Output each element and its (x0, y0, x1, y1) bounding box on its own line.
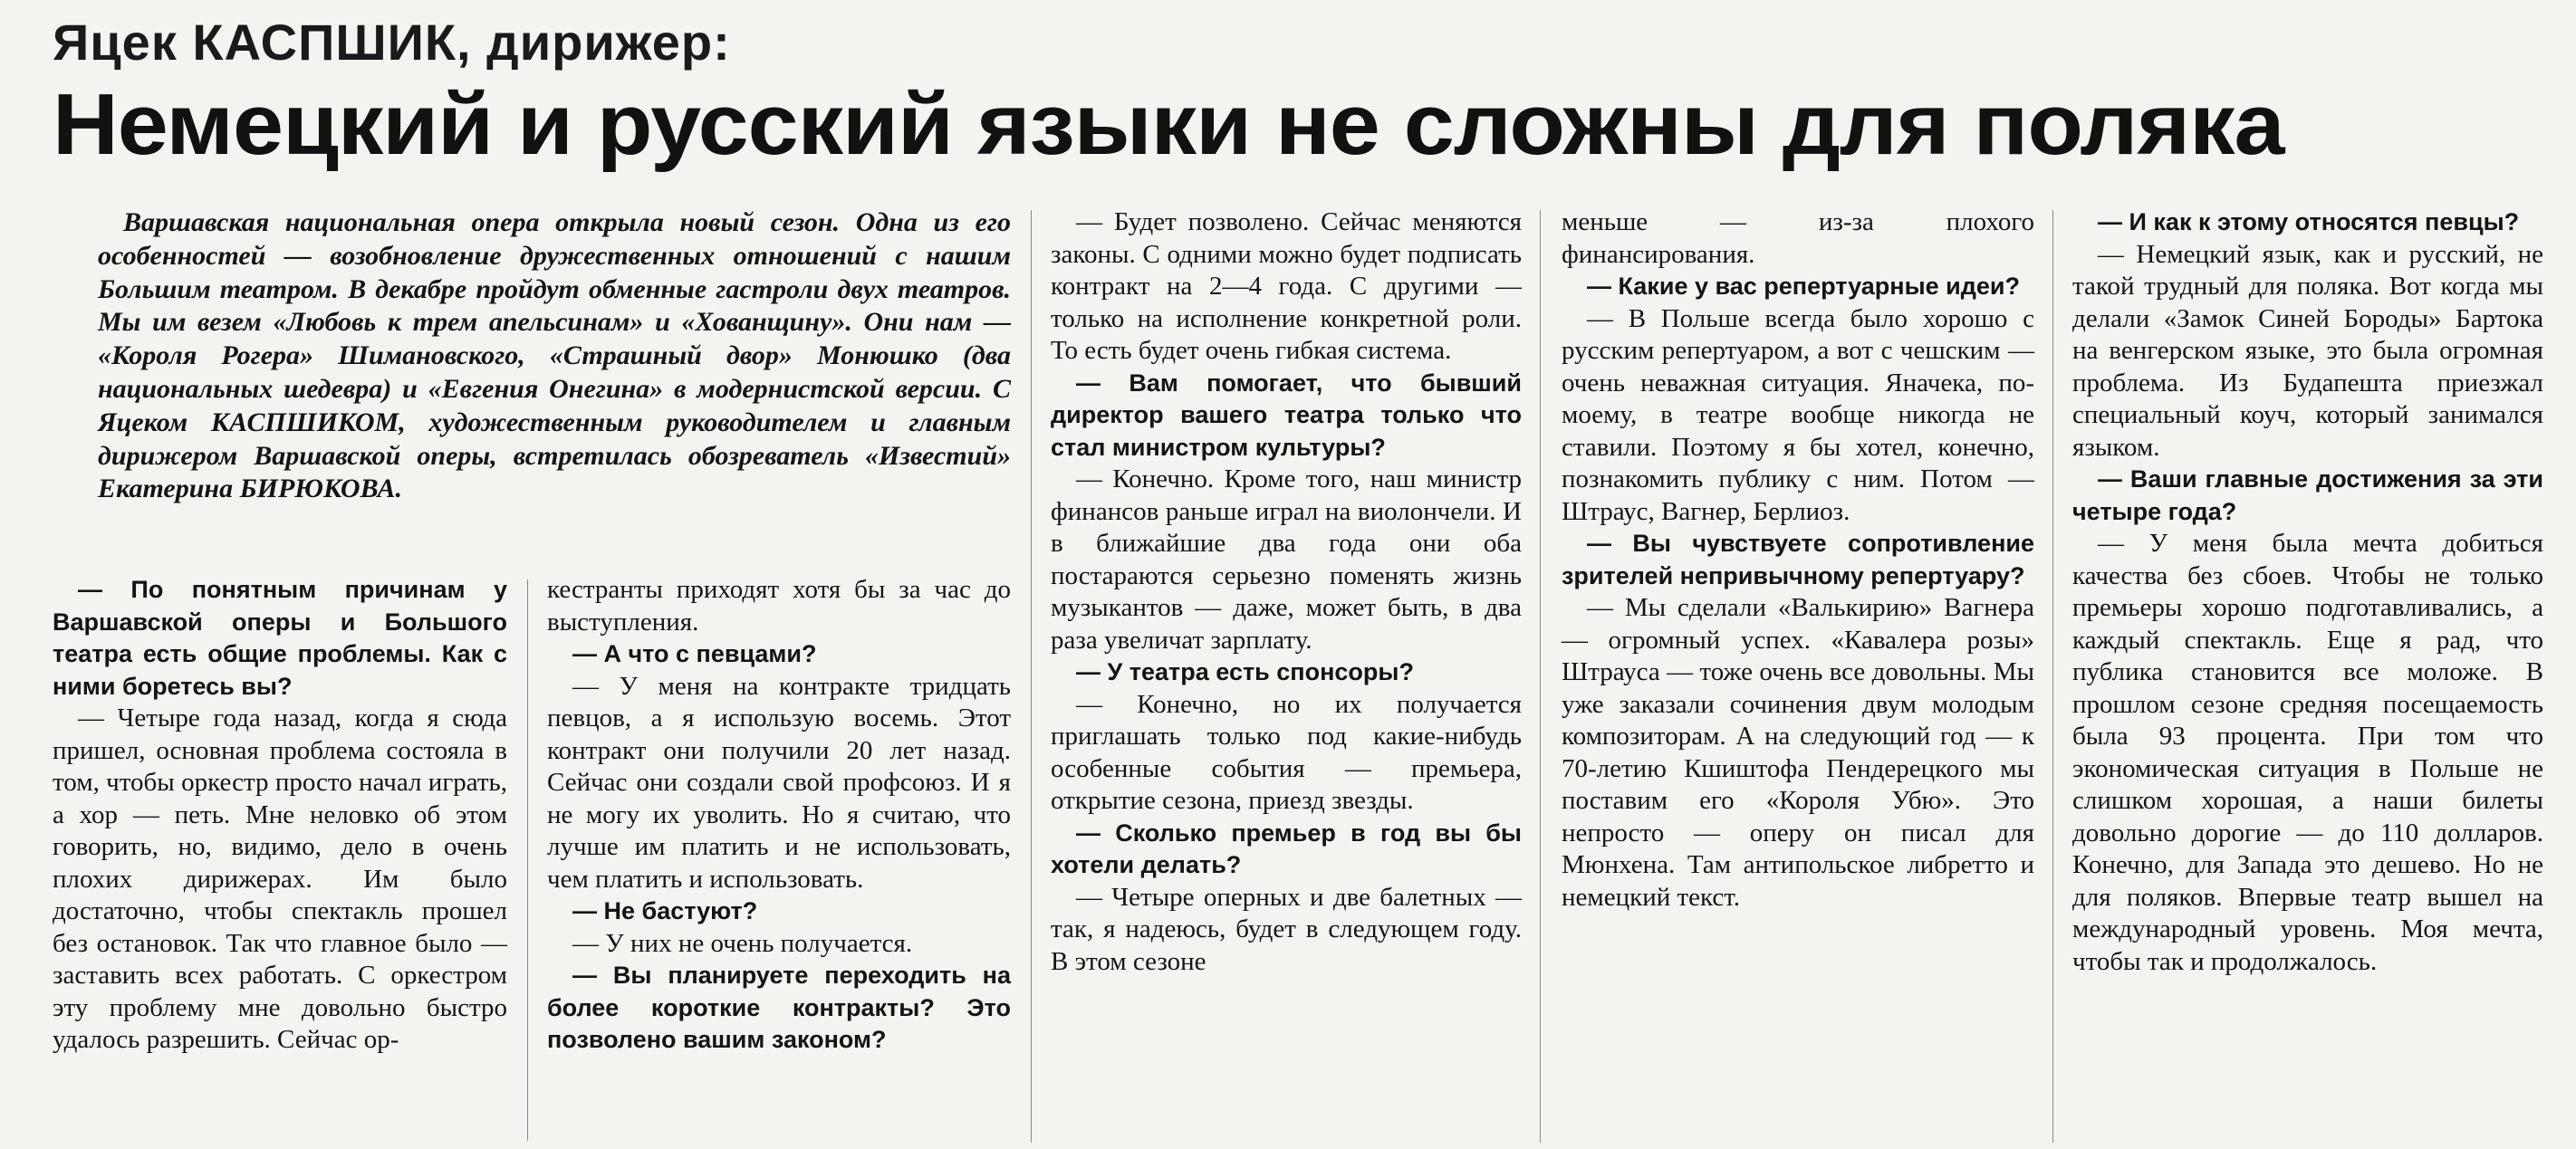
question: — А что с певцами? (572, 640, 817, 667)
question: — Не бастуют? (572, 897, 758, 924)
question: — Какие у вас репертуарные идеи? (1587, 273, 2021, 300)
answer: — Четыре года назад, когда я сюда пришел, основная проблема состояла в том, чтобы оркестр просто начал играть, а хор — петь. Мне неловко об этом говорить, но, видимо, дело в очень плохих дирижерах. Им было достаточно, чтобы спектакль прошел без остановок. Так что главное было — заставить всех работать. С оркестром эту проблему мне довольно быстро удалось разрешить. Сейчас ор- (53, 704, 507, 1054)
question: — И как к этому относятся певцы? (2098, 208, 2520, 235)
article-kicker: Яцек КАСПШИК, дирижер: (53, 14, 731, 71)
question: — Ваши главные достижения за эти четыре года? (2072, 465, 2543, 525)
column-divider (2052, 210, 2053, 1143)
answer: — Конечно. Кроме того, наш министр финансов раньше играл на виолончели. И в ближайшие два года они оба постараются серьезно поменять жизнь музыкантов — даже, может быть, в два раза увеличат зарплату. (1051, 464, 1522, 655)
answer: — В Польше всегда было хорошо с русским репертуаром, а вот с чешским — очень неважная ситуация. Яначека, по-моему, в театре вообще никогда не ставили. Поэтому я бы хотел, конечно, познакомить публику с ним. Потом — Штраус, Вагнер, Берлиоз. (1562, 303, 2034, 526)
answer: меньше — из-за плохого финансирования. (1562, 207, 2034, 269)
column-3 (1051, 206, 1522, 978)
article-lead: Варшавская национальная опера открыла новый сезон. Одна из его особенностей — возобновление дружественных отношений с нашим Большим театром. В декабре пройдут обменные гастроли двух театров. Мы им везем «Любовь к трем апельсинам» и «Хованщину». Они нам — «Короля Рогера» Шимановского, «Страшный двор» Монюшко (два национальных шедевра) и «Евгения Онегина» в модернистской версии. С Яцеком КАСПШИКОМ, художественным руководителем и главным дирижером Варшавской оперы, встретилась обозреватель «Известий» Екатерина БИРЮКОВА. (98, 207, 1011, 504)
column-divider (1031, 210, 1032, 1143)
column-1 (53, 574, 507, 1057)
column-2 (547, 574, 1011, 1057)
answer: кестранты приходят хотя бы за час до выступления. (547, 575, 1011, 637)
answer: — Будет позволено. Сейчас меняются законы. С одними можно будет подписать контракт на 2—4 года. С другими — только на исполнение конкретной роли. То есть будет очень гибкая система. (1051, 207, 1522, 365)
article-headline: Немецкий и русский языки не сложны для поляка (53, 76, 2284, 173)
column-5 (2072, 206, 2543, 978)
question: — Вы планируете переходить на более короткие контракты? Это позволено вашим законом? (547, 962, 1011, 1053)
question: — Вы чувствуете сопротивление зрителей непривычному репертуару? (1562, 530, 2034, 589)
column-divider (1540, 210, 1541, 1143)
answer: — У меня была мечта добиться качества без сбоев. Чтобы не только премьеры хорошо подготавливались, а каждый спектакль. Еще я рад, что публика становится все моложе. В прошлом сезоне средняя посещаемость была 93 процента. При том что экономическая ситуация в Польше не слишком хорошая, а наши билеты довольно дорогие — до 110 долларов. Конечно, для Запада это дешево. Но не для поляков. Впервые театр вышел на международный уровень. Моя мечта, чтобы так и продолжалось. (2072, 529, 2543, 976)
question: — Сколько премьер в год вы бы хотели делать? (1051, 819, 1522, 878)
answer: — Четыре оперных и две балетных — так, я надеюсь, будет в следующем году. В этом сезоне (1051, 882, 1522, 976)
question: — У театра есть спонсоры? (1076, 658, 1414, 685)
answer: — Немецкий язык, как и русский, не такой трудный для поляка. Вот когда мы делали «Замок Синей Бороды» Бартока на венгерском языке, это была огромная проблема. Из Будапешта приезжал специальный коуч, который занимался языком. (2072, 239, 2543, 462)
column-4 (1562, 206, 2034, 914)
answer: — Мы сделали «Валькирию» Вагнера — огромный успех. «Кавалера розы» Штрауса — тоже очень все довольны. Мы уже заказали сочинения двум молодым композиторам. А на следующий год — к 70-летию Кшиштофа Пендерецкого мы поставим его «Короля Убю». Это непросто — оперу он писал для Мюнхена. Там антипольское либретто и немецкий текст. (1562, 593, 2034, 912)
column-divider (527, 579, 528, 1141)
answer: — У меня на контракте тридцать певцов, а я использую восемь. Этот контракт они получили 20 лет назад. Сейчас они создали свой профсоюз. И я не могу их уволить. Но я считаю, что лучше им платить и не использовать, чем платить и использовать. (547, 671, 1011, 894)
answer: — Конечно, но их получается приглашать только под какие-нибудь особенные события — премьера, открытие сезона, приезд звезды. (1051, 689, 1522, 815)
question: — По понятным причинам у Варшавской оперы и Большого театра есть общие проблемы. Как с ними боретесь вы? (53, 576, 507, 700)
lead-block (98, 206, 1011, 506)
question: — Вам помогает, что бывший директор вашего театра только что стал министром культуры? (1051, 369, 1522, 461)
answer: — У них не очень получается. (572, 928, 913, 958)
